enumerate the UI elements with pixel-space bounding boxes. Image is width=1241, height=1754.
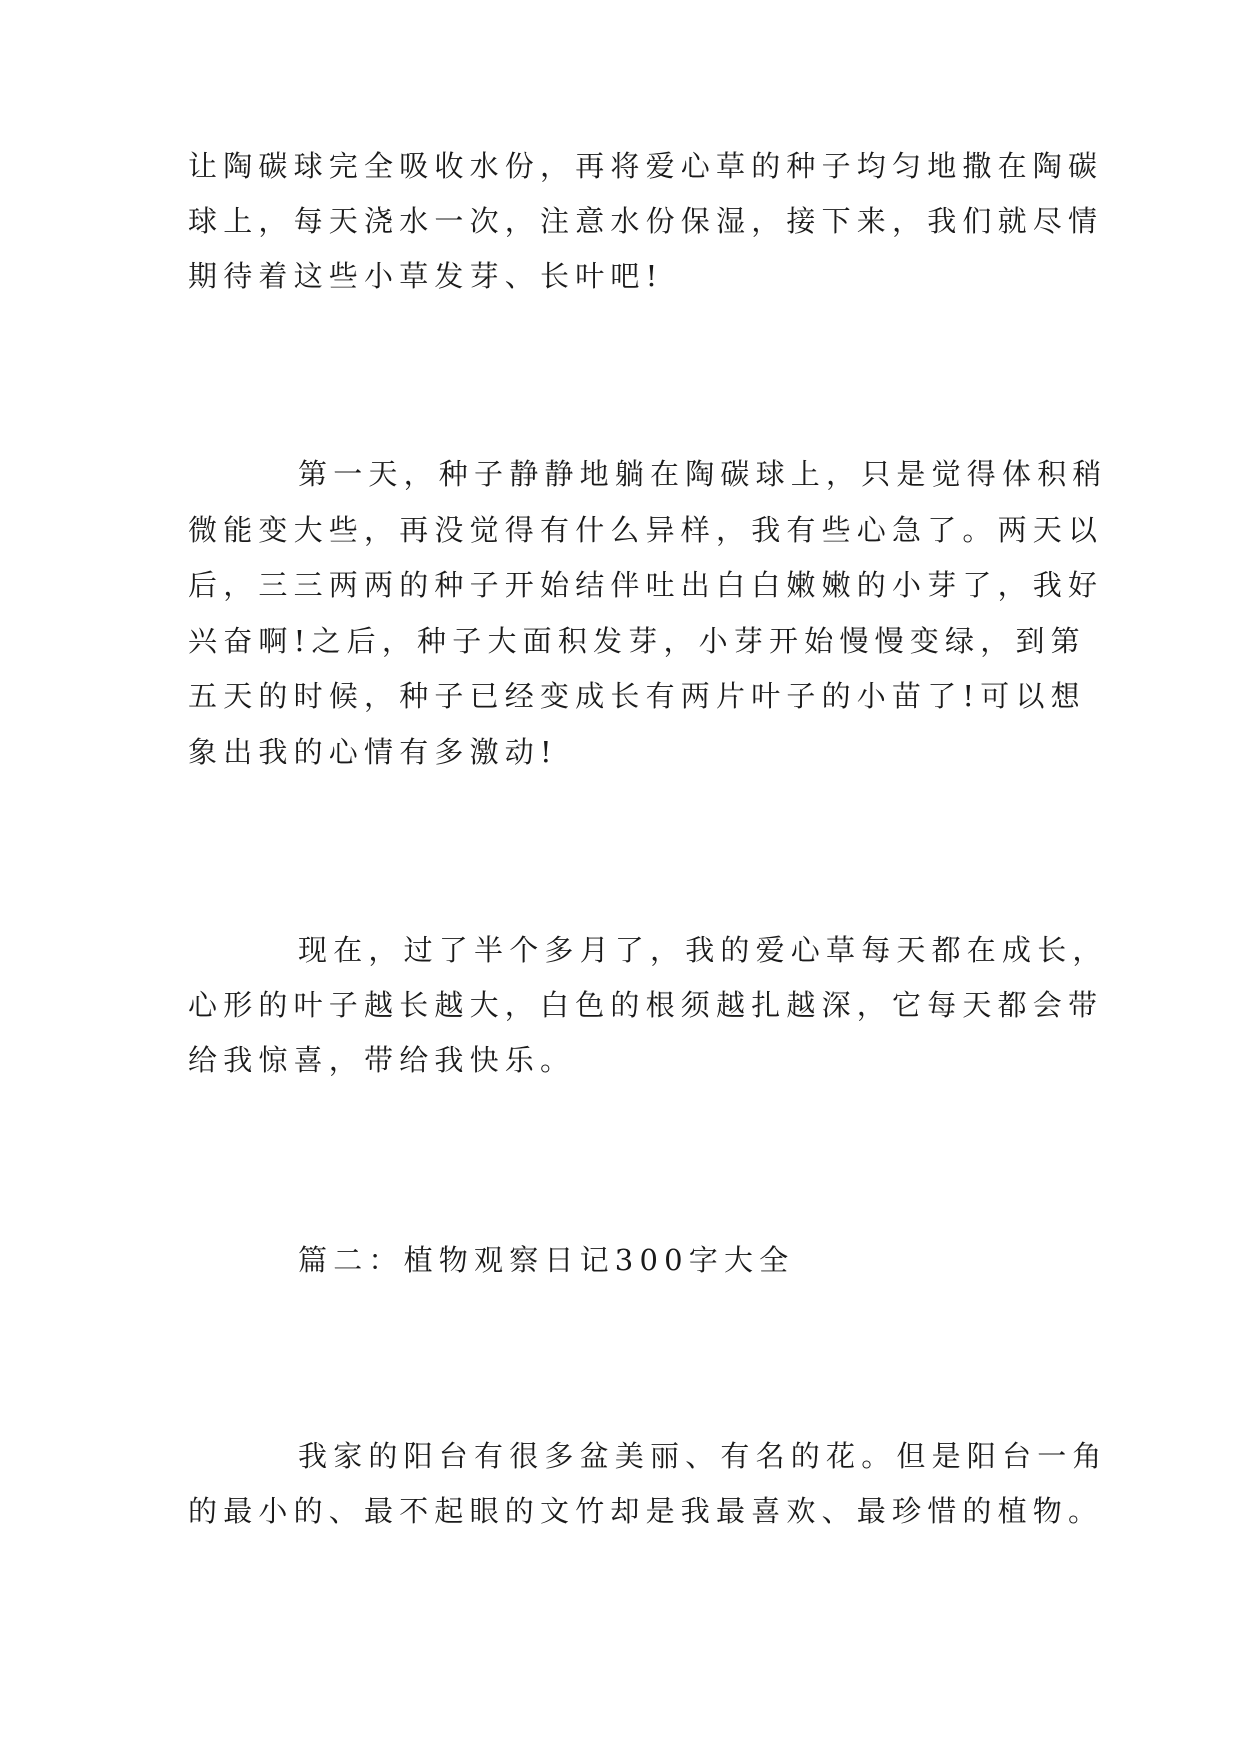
paragraph-1-line-1: 让陶碳球完全吸收水份，再将爱心草的种子均匀地撒在陶碳 — [188, 149, 1104, 183]
paragraph-3-line-2: 心形的叶子越长越大，白色的根须越扎越深，它每天都会带 — [188, 988, 1104, 1022]
paragraph-2-line-6: 象出我的心情有多激动! — [188, 735, 558, 769]
paragraph-2-line-3: 后，三三两两的种子开始结伴吐出白白嫩嫩的小芽了，我好 — [188, 568, 1104, 602]
section-heading: 篇二：植物观察日记300字大全 — [298, 1243, 795, 1277]
paragraph-4-line-1: 我家的阳台有很多盆美丽、有名的花。但是阳台一角 — [298, 1439, 1108, 1473]
paragraph-2-line-4: 兴奋啊!之后，种子大面积发芽，小芽开始慢慢变绿，到第 — [188, 624, 1086, 658]
paragraph-1-line-2: 球上，每天浇水一次，注意水份保湿，接下来，我们就尽情 — [188, 204, 1104, 238]
paragraph-1-line-3: 期待着这些小草发芽、长叶吧! — [188, 259, 664, 293]
paragraph-3-line-3: 给我惊喜，带给我快乐。 — [188, 1043, 576, 1077]
paragraph-2-line-5: 五天的时候，种子已经变成长有两片叶子的小苗了!可以想 — [188, 679, 1086, 713]
paragraph-3-line-1: 现在，过了半个多月了，我的爱心草每天都在成长， — [298, 933, 1108, 967]
paragraph-4-line-2: 的最小的、最不起眼的文竹却是我最喜欢、最珍惜的植物。 — [188, 1494, 1104, 1528]
paragraph-2-line-1: 第一天，种子静静地躺在陶碳球上，只是觉得体积稍 — [298, 457, 1108, 491]
paragraph-2-line-2: 微能变大些，再没觉得有什么异样，我有些心急了。两天以 — [188, 513, 1104, 547]
